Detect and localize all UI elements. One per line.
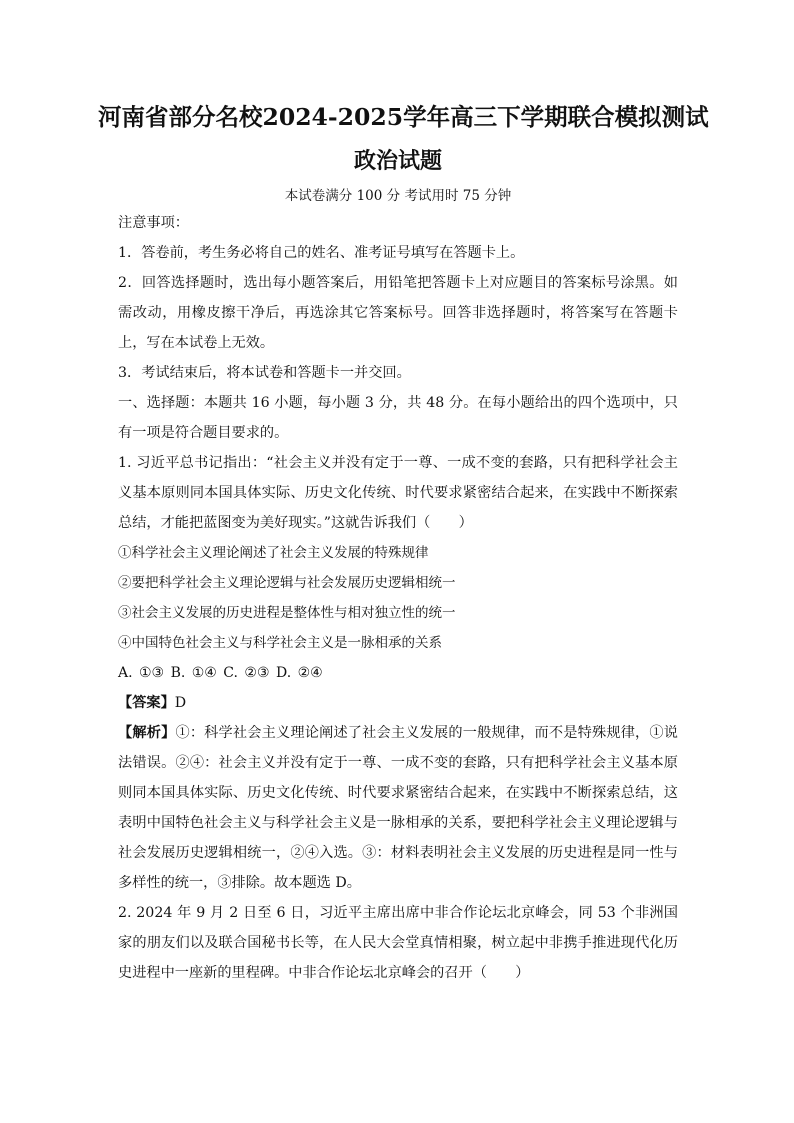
answer-label: 【答案】 — [118, 695, 175, 711]
question-2-stem: 2. 2024 年 9 月 2 日至 6 日，习近平主席出席中非合作论坛北京峰会，同 53 个非洲国家的朋友们以及联合国秘书长等，在人民大会堂真情相聚，树立起中非携手推进现代化历史进程中一座新的里程碑。中非合作论坛北京峰会的召开（ ） — [118, 905, 678, 981]
notice-heading: 注意事项： — [118, 215, 189, 231]
notice-item-1: 1．答卷前，考生务必将自己的姓名、准考证号填写在答题卡上。 — [118, 245, 525, 261]
page-content — [98, 100, 709, 988]
question-1-analysis — [118, 718, 678, 898]
answer-value: D — [174, 695, 187, 711]
question-1-option-3: ③社会主义发展的历史进程是整体性与相对独立性的统一 — [118, 605, 456, 621]
section-heading: 一、选择题：本题共 16 小题，每小题 3 分，共 48 分。在每小题给出的四个选项中，只有一项是符合题目要求的。 — [118, 395, 678, 441]
document-subtitle: 政治试题 — [353, 148, 442, 174]
analysis-text: ①：科学社会主义理论阐述了社会主义发展的一般规律，而不是特殊规律，①说法错误。②④：社会主义并没有定于一尊、一成不变的套路，只有把科学社会主义基本原则同本国具体实际、历史文化传统、时代要求紧密结合起来，在实践中不断探索总结，这表明中国特色社会主义与科学社会主义是一脉相承的关系，要把科学社会主义理论逻辑与社会发展历史逻辑相统一，②④入选。③：材料表明社会主义发展的历史进程是同一性与多样性的统一，③排除。故本题选 D。 — [118, 725, 678, 891]
analysis-label: 【解析】 — [118, 725, 176, 741]
question-1-option-2: ②要把科学社会主义理论逻辑与社会发展历史逻辑相统一 — [118, 575, 456, 591]
question-1-option-4: ④中国特色社会主义与科学社会主义是一脉相承的关系 — [118, 635, 442, 651]
notice-item-2: 2．回答选择题时，选出每小题答案后，用铅笔把答题卡上对应题目的答案标号涂黑。如需改动，用橡皮擦干净后，再选涂其它答案标号。回答非选择题时，将答案写在答题卡上，写在本试卷上无效。 — [118, 275, 678, 351]
question-1-answer — [118, 688, 678, 718]
question-1-option-1: ①科学社会主义理论阐述了社会主义发展的特殊规律 — [118, 545, 429, 561]
exam-meta: 本试卷满分 100 分 考试用时 75 分钟 — [284, 188, 512, 204]
question-1-choices: A. ①③ B. ①④ C. ②③ D. ②④ — [118, 665, 323, 681]
notice-item-3: 3．考试结束后，将本试卷和答题卡一并交回。 — [118, 365, 411, 381]
document-title: 河南省部分名校2024-2025学年高三下学期联合模拟测试 — [98, 103, 709, 131]
question-1-stem: 1. 习近平总书记指出：“社会主义并没有定于一尊、一成不变的套路，只有把科学社会主义基本原则同本国具体实际、历史文化传统、时代要求紧密结合起来，在实践中不断探索总结，才能把蓝图变为美好现实。”这就告诉我们（ ） — [118, 455, 678, 531]
